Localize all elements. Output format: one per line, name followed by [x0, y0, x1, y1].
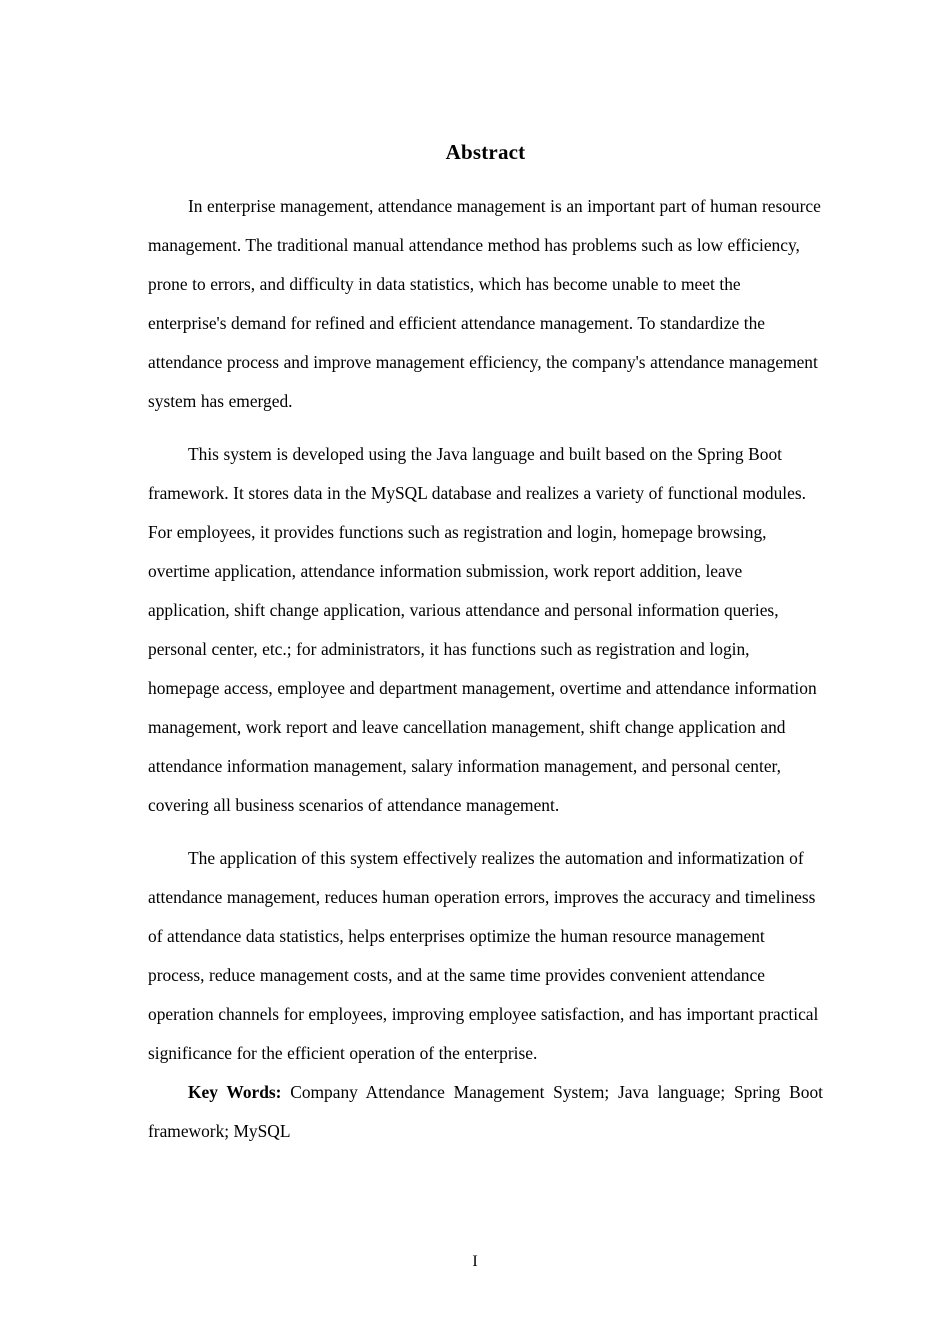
keywords-line — [148, 1073, 823, 1151]
abstract-paragraph-3: The application of this system effectively realizes the automation and informatization of attendance management, reduces human operation errors, improves the accuracy and timeliness of attendance data statistics, helps enterprises optimize the human resource management process, reduce management costs, and at the same time provides convenient attendance operation channels for employees, improving employee satisfaction, and has important practical significance for the efficient operation of the enterprise. — [148, 848, 819, 1063]
keywords-label: Key Words: — [188, 1082, 282, 1102]
page-number-footer: I — [472, 1253, 478, 1270]
abstract-paragraph-2: This system is developed using the Java language and built based on the Spring Boot framework. It stores data in the MySQL database and realizes a variety of functional modules. For employees, it provides functions such as registration and login, homepage browsing, overtime application, attendance information submission, work report addition, leave application, shift change application, various attendance and personal information queries, personal center, etc.; for administrators, it has functions such as registration and login, homepage access, employee and department management, overtime and attendance information management, work report and leave cancellation management, shift change application and attendance information management, salary information management, and personal center, covering all business scenarios of attendance management. — [148, 444, 817, 815]
keywords-value: Company Attendance Management System; Java language; Spring Boot framework; MySQL — [148, 1082, 823, 1141]
abstract-paragraph-1: In enterprise management, attendance management is an important part of human resource management. The traditional manual attendance method has problems such as low efficiency, prone to errors, and difficulty in data statistics, which has become unable to meet the enterprise's demand for refined and efficient attendance management. To standardize the attendance process and improve management efficiency, the company's attendance management system has emerged. — [148, 196, 821, 411]
page-content — [148, 0, 823, 1151]
page-title: Abstract — [445, 140, 526, 164]
